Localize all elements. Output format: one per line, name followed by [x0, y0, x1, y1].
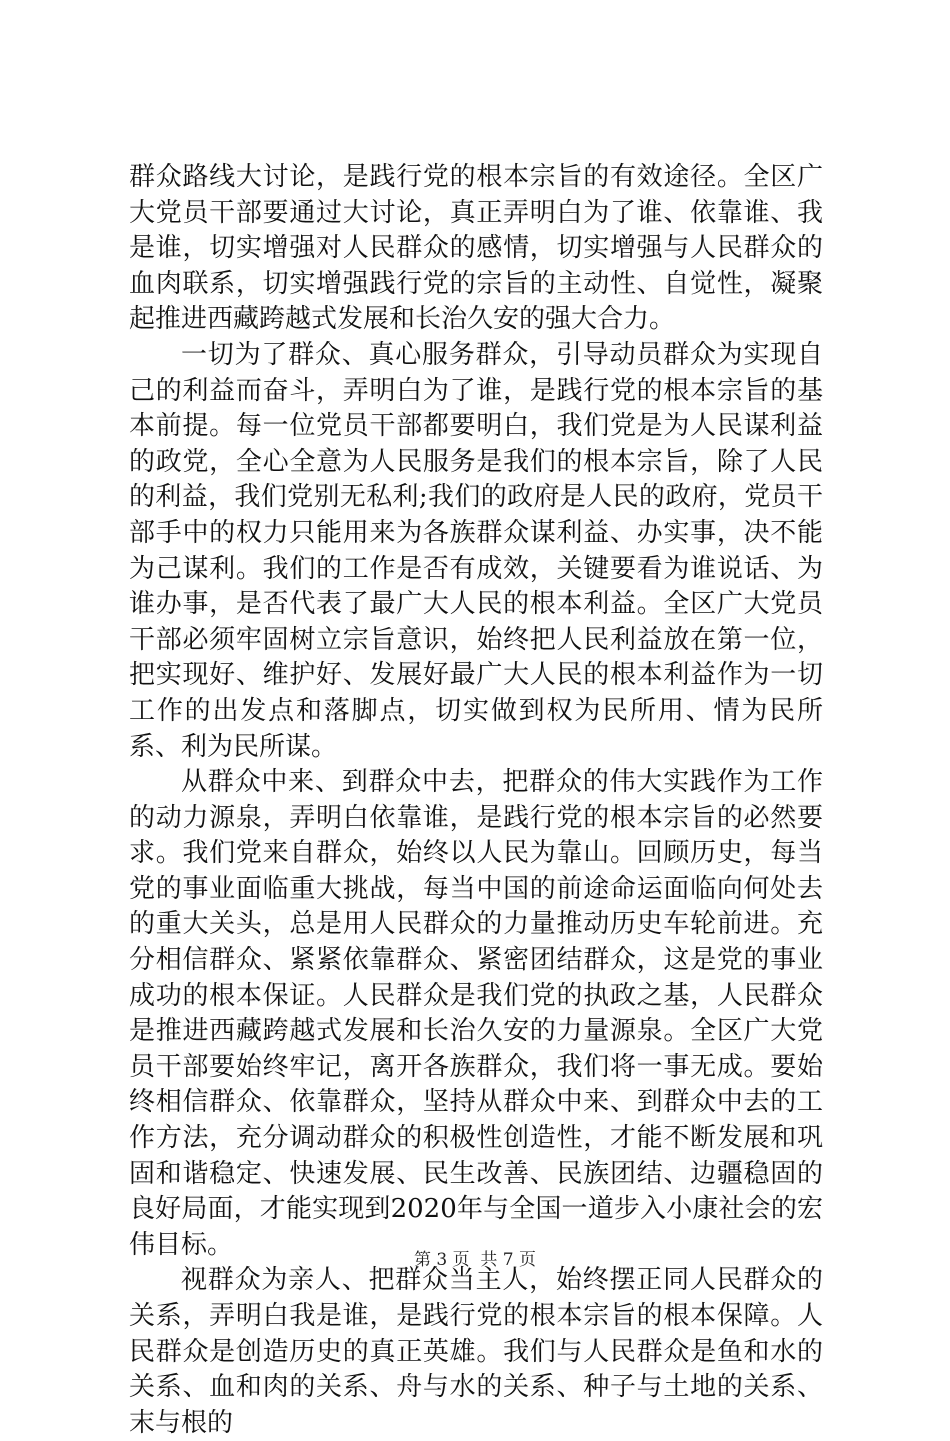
paragraph-rely-on-masses: 从群众中来、到群众中去，把群众的伟大实践作为工作的动力源泉，弄明白依靠谁，是践行党的根本宗旨的必然要求。我们党来自群众，始终以人民为靠山。回顾历史，每当党的事业面临重大挑战，每当中国的前途命运面临向何处去的重大关头，总是用人民群众的力量推动历史车轮前进。充分相信群众、紧紧依靠群众、紧密团结群众，这是党的事业成功的根本保证。人民群众是我们党的执政之基，人民群众是推进西藏跨越式发展和长治久安的力量源泉。全区广大党员干部要始终牢记，离开各族群众，我们将一事无成。要始终相信群众、依靠群众，坚持从群众中来、到群众中去的工作方法，充分调动群众的积极性创造性，才能不断发展和巩固和谐稳定、快速发展、民生改善、民族团结、边疆稳固的良好局面，才能实现到2020年与全国一道步入小康社会的宏伟目标。	[129, 767, 823, 1260]
paragraph-serve-the-people: 一切为了群众、真心服务群众，引导动员群众为实现自己的利益而奋斗，弄明白为了谁，是践行党的根本宗旨的基本前提。每一位党员干部都要明白，我们党是为人民谋利益的政党，全心全意为人民服务是我们的根本宗旨，除了人民的利益，我们党别无私利;我们的政府是人民的政府，党员干部手中的权力只能用来为各族群众谋利益、办实事，决不能为己谋利。我们的工作是否有成效，关键要看为谁说话、为谁办事，是否代表了最广大人民的根本利益。全区广大党员干部必须牢固树立宗旨意识，始终把人民利益放在第一位，把实现好、维护好、发展好最广大人民的根本利益作为一切工作的出发点和落脚点，切实做到权为民所用、情为民所系、利为民所谋。	[129, 339, 823, 762]
page-number-footer: 第 3 页 共 7 页	[413, 1250, 537, 1270]
paragraph-who-am-i: 视群众为亲人、把群众当主人，始终摆正同人民群众的关系，弄明白我是谁，是践行党的根本宗旨的根本保障。人民群众是创造历史的真正英雄。我们与人民群众是鱼和水的关系、血和肉的关系、舟与水的关系、种子与土地的关系、末与根的	[129, 1265, 823, 1438]
paragraph-continuation: 群众路线大讨论，是践行党的根本宗旨的有效途径。全区广大党员干部要通过大讨论，真正弄明白为了谁、依靠谁、我是谁，切实增强对人民群众的感情，切实增强与人民群众的血肉联系，切实增强践行党的宗旨的主动性、自觉性，凝聚起推进西藏跨越式发展和长治久安的强大合力。	[129, 162, 823, 335]
